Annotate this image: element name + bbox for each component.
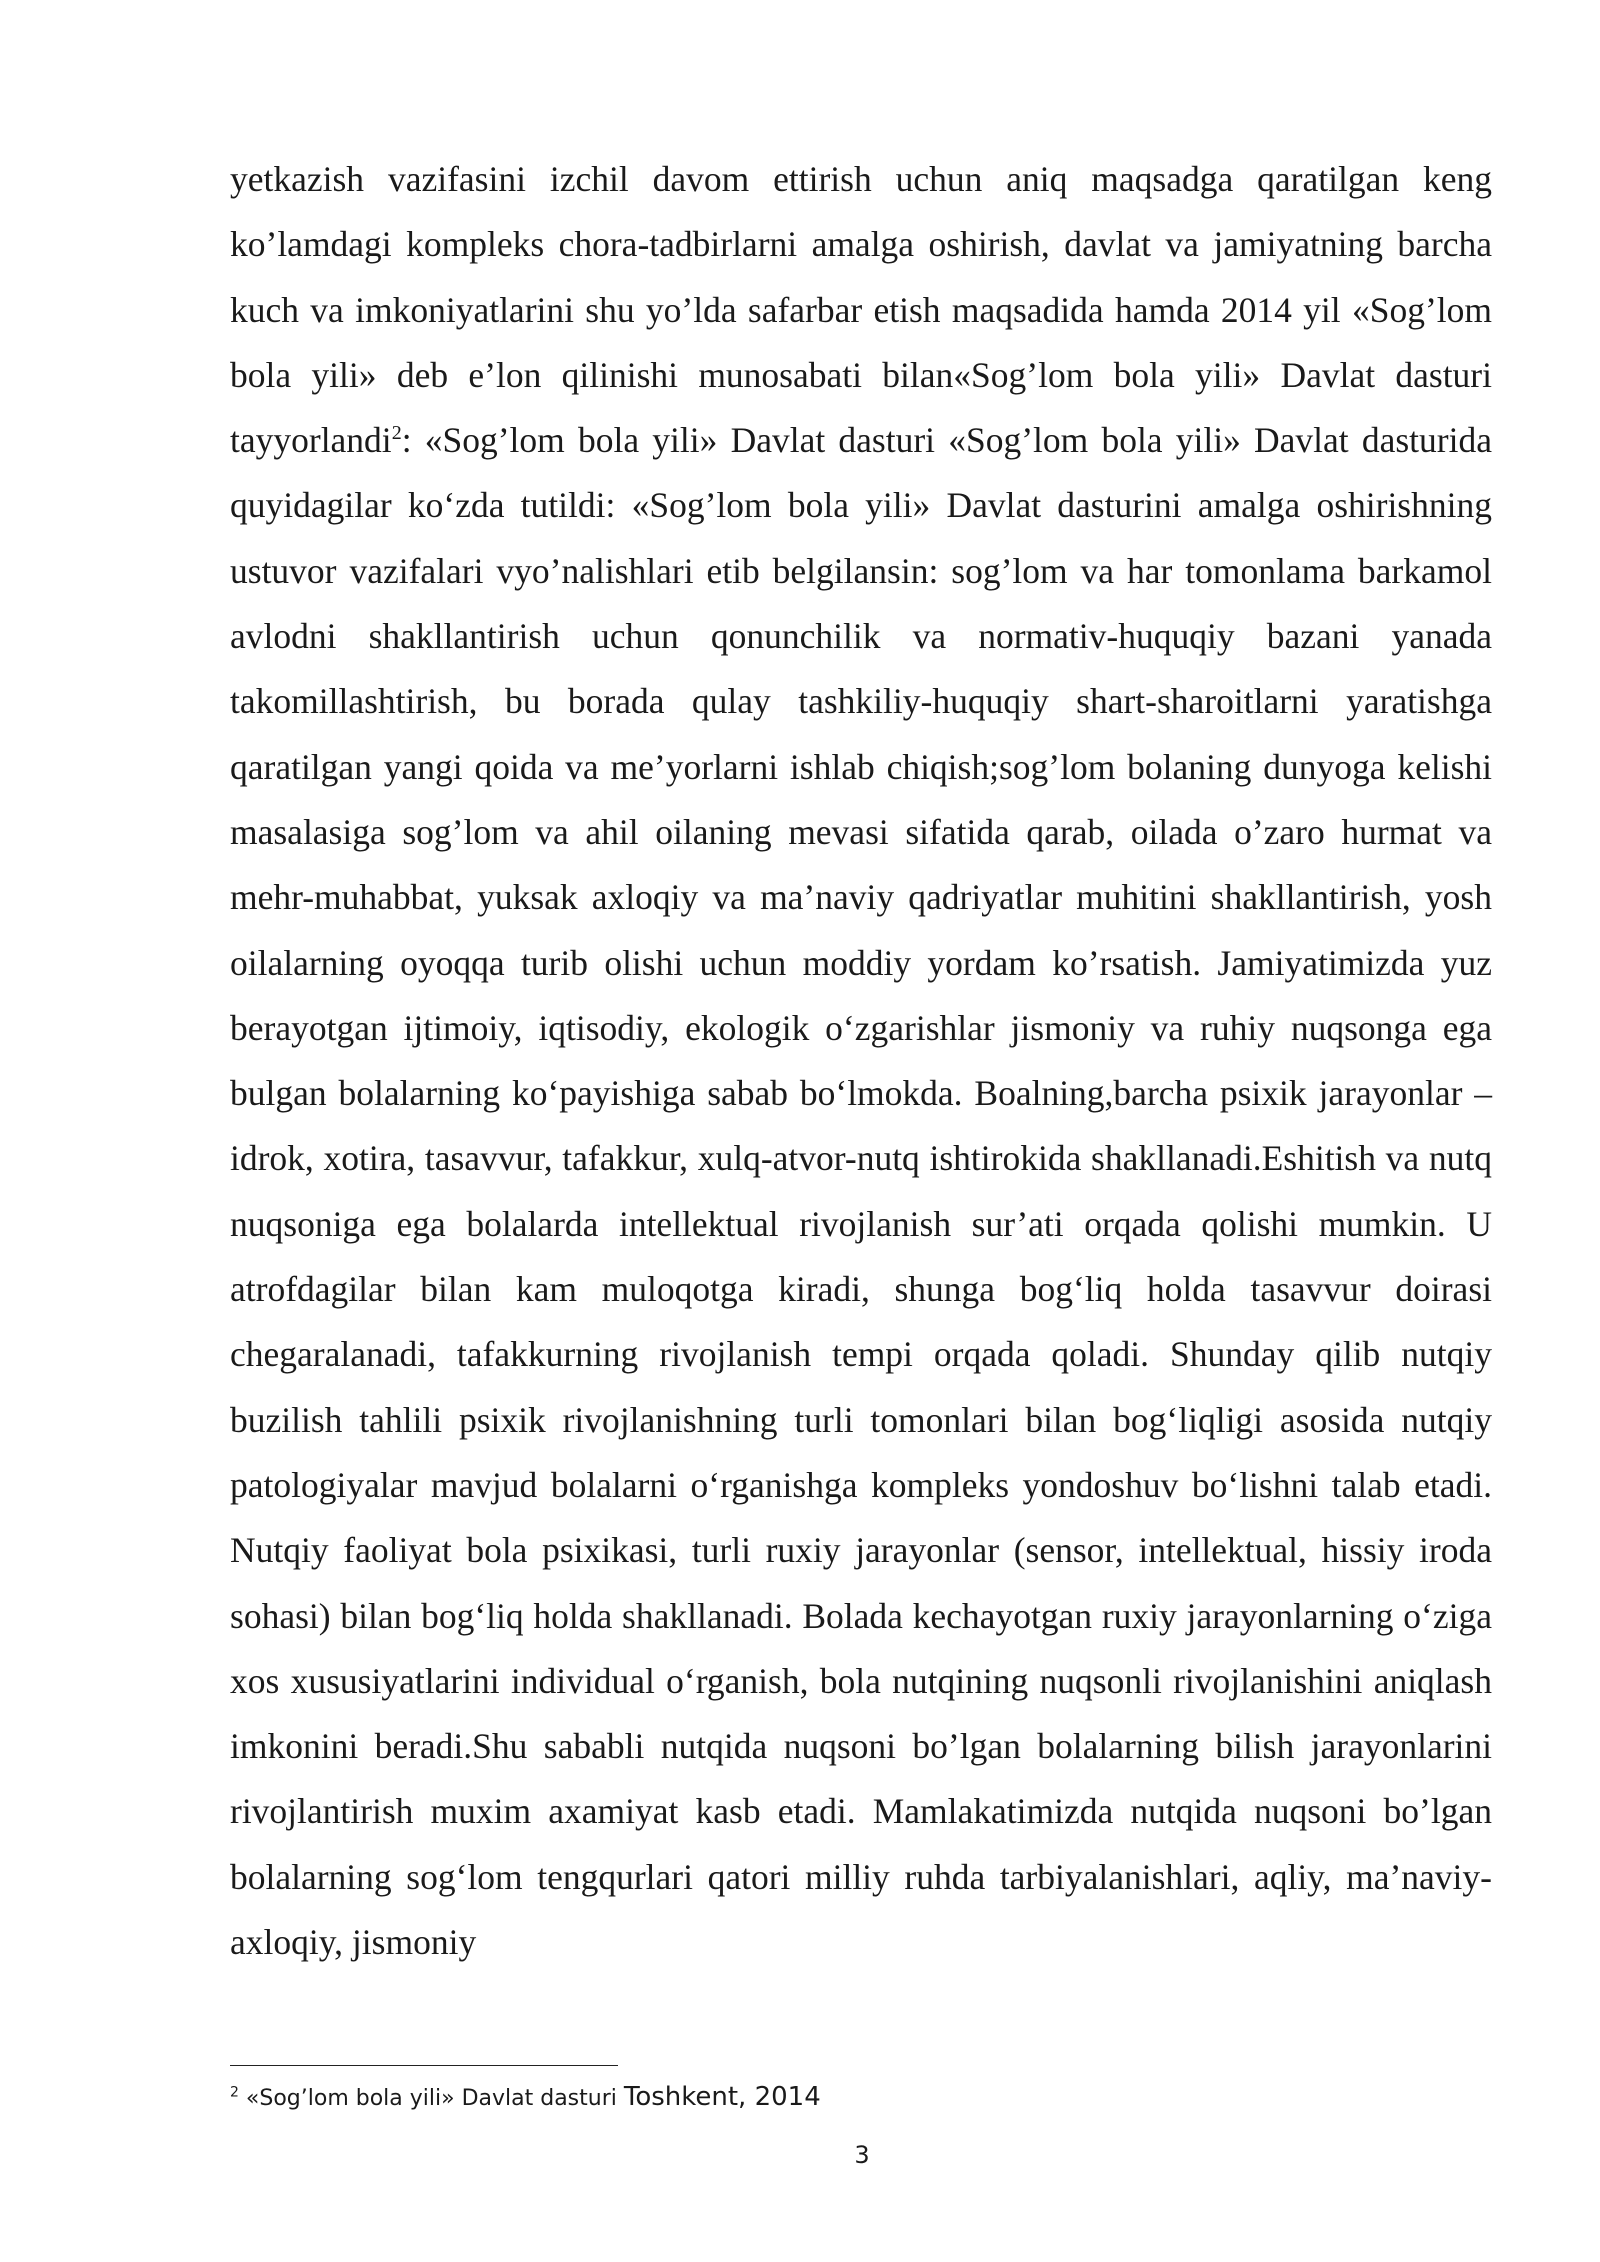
body-paragraph: [230, 147, 1492, 1975]
footnote-separator: [230, 2065, 618, 2066]
footnote-reference[interactable]: 2: [391, 422, 402, 445]
footnote-text: «Sog’lom bola yili» Davlat dasturi: [238, 2086, 624, 2111]
footnote: [230, 2079, 1330, 2117]
footnote-mark: 2: [230, 2084, 239, 2101]
body-text-part1: yetkazish vazifasini izchil davom ettirish uchun aniq maqsadga qaratilgan keng ko’lamdagi kompleks chora-tadbirlarni amalga oshirish, davlat va jamiyatning barcha kuch va imkoniyatlarini shu yo’lda safarbar etish maqsadida hamda 2014 yil «Sog’lom bola yili» deb e’lon qilinishi munosabati bilan«Sog’lom bola yili» Davlat dasturi tayyorlandi: [230, 159, 1492, 461]
footnote-text-tail: Toshkent, 2014: [623, 2082, 821, 2112]
body-text-part2: : «Sog’lom bola yili» Davlat dasturi «Sog’lom bola yili» Davlat dasturida quyidagilar ko‘zda tutildi: «Sog’lom bola yili» Davlat dasturini amalga oshirishning ustuvor vazifalari vyo’nalishlari etib belgilansin: sog’lom va har tomonlama barkamol avlodni shakllantirish uchun qonunchilik va normativ-huquqiy bazani yanada takomillashtirish, bu borada qulay tashkiliy-huquqiy shart-sharoitlarni yaratishga qaratilgan yangi qoida va me’yorlarni ishlab chiqish;sog’lom bolaning dunyoga kelishi masalasiga sog’lom va ahil oilaning mevasi sifatida qarab, oilada o’zaro hurmat va mehr-muhabbat, yuksak axloqiy va ma’naviy qadriyatlar muhitini shakllantirish, yosh oilalarning oyoqqa turib olishi uchun moddiy yordam ko’rsatish. Jamiyatimizda yuz berayotgan ijtimoiy, iqtisodiy, ekologik o‘zgarishlar jismoniy va ruhiy nuqsonga ega bulgan bolalarning ko‘payishiga sabab bo‘lmokda. Boalning,barcha psixik jarayonlar – idrok, xotira, tasavvur, tafakkur, xulq-atvor-nutq ishtirokida shakllanadi.Eshitish va nutq nuqsoniga ega bolalarda intellektual rivojlanish sur’ati orqada qolishi mumkin. U atrofdagilar bilan kam muloqotga kiradi, shunga bog‘liq holda tasavvur doirasi chegaralanadi, tafakkurning rivojlanish tempi orqada qoladi. Shunday qilib nutqiy buzilish tahlili psixik rivojlanishning turli tomonlari bilan bog‘liqligi asosida nutqiy patologiyalar mavjud bolalarni o‘rganishga kompleks yondoshuv bo‘lishni talab etadi. Nutqiy faoliyat bola psixikasi, turli ruxiy jarayonlar (sensor, intellektual, hissiy iroda sohasi) bilan bog‘liq holda shakllanadi. Bolada kechayotgan ruxiy jarayonlarning o‘ziga xos xususiyatlarini individual o‘rganish, bola nutqining nuqsonli rivojlanishini aniqlash imkonini beradi.Shu sababli nutqida nuqsoni bo’lgan bolalarning bilish jarayonlarini rivojlantirish muxim axamiyat kasb etadi. Mamlakatimizda nutqida nuqsoni bo’lgan bolalarning sog‘lom tengqurlari qatori milliy ruhda tarbiyalanishlari, aqliy, ma’naviy-axloqiy, jismoniy: [230, 420, 1492, 1963]
page-number: 3: [854, 2141, 870, 2169]
